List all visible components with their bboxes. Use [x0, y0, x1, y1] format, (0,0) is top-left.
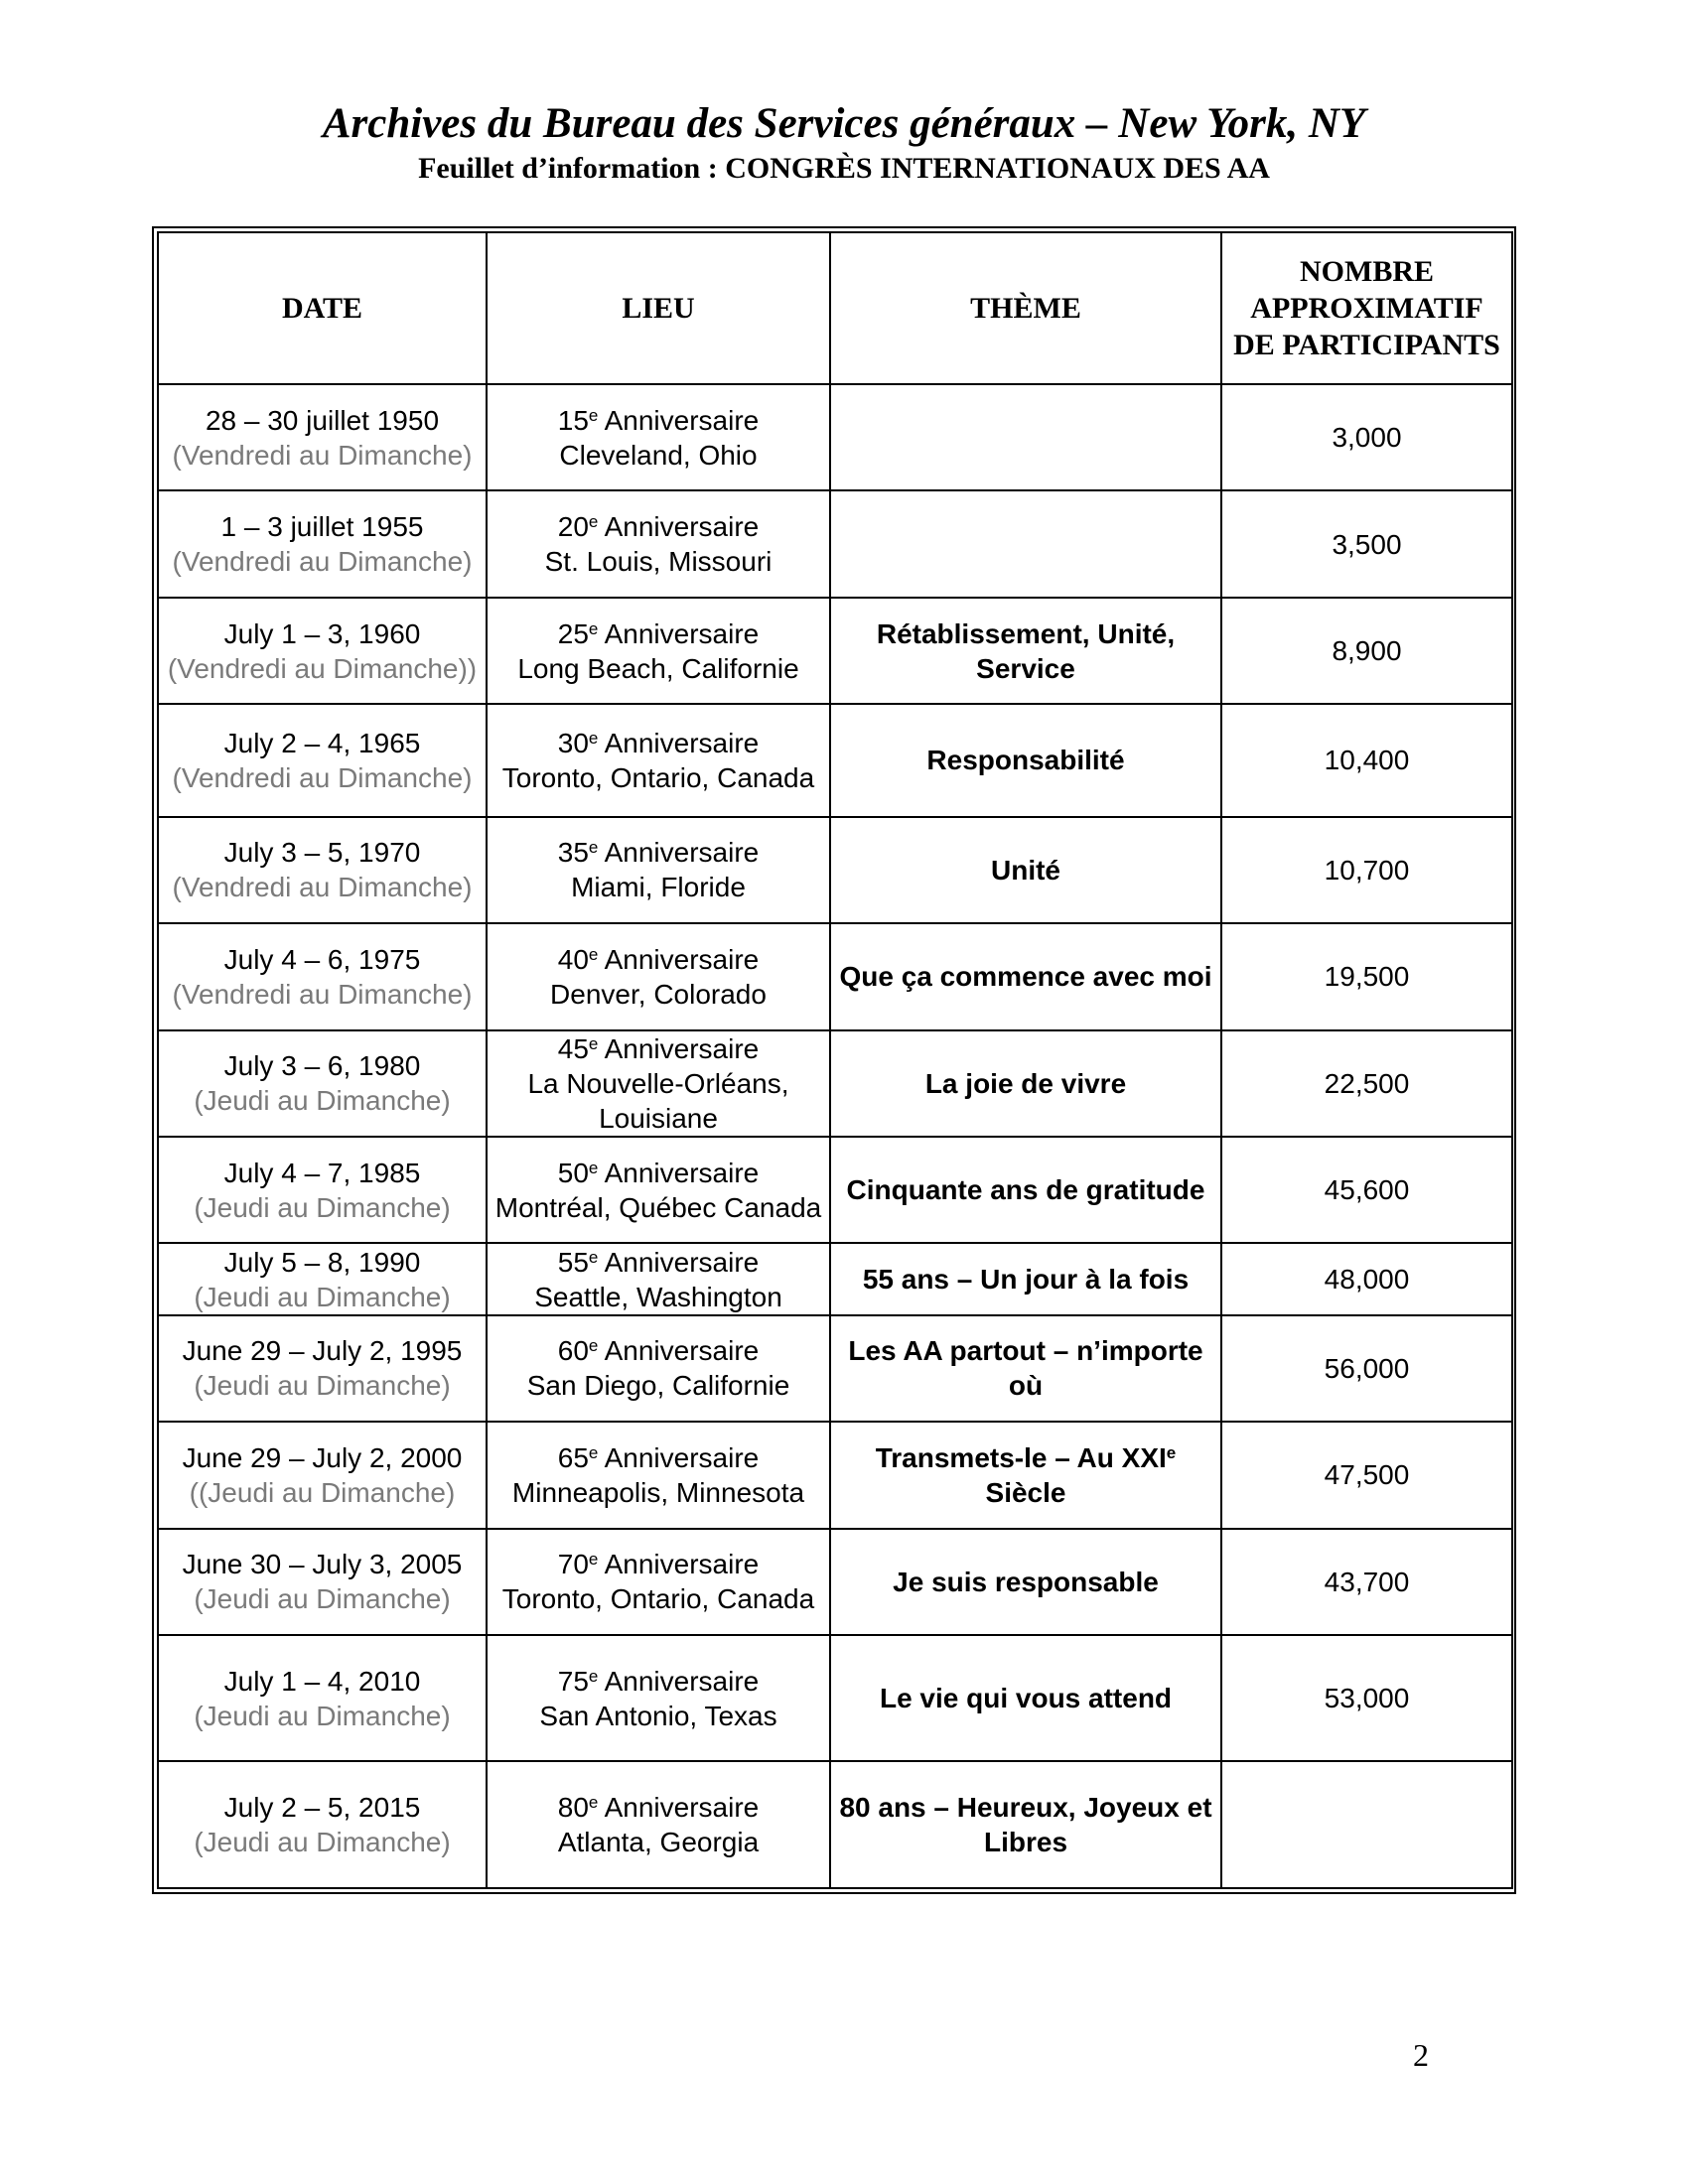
cell-theme: [830, 1030, 1221, 1137]
event-theme: 80 ans – Heureux, Joyeux et Libres: [839, 1792, 1212, 1858]
event-theme: Les AA partout – n’importe où: [848, 1335, 1203, 1402]
event-theme: Unité: [991, 854, 1060, 886]
event-days: (Jeudi au Dimanche): [194, 1191, 451, 1223]
table-header-row: [158, 232, 1512, 384]
cell-date: [158, 384, 487, 490]
event-date: July 1 – 3, 1960: [223, 617, 421, 649]
cell-theme: [830, 923, 1221, 1029]
event-days: (Vendredi au Dimanche): [172, 761, 473, 793]
event-place: Montréal, Québec Canada: [494, 1191, 822, 1223]
event-date: July 4 – 6, 1975: [223, 943, 421, 975]
table-row: [158, 923, 1512, 1029]
participant-count: 3,000: [1332, 422, 1402, 454]
event-days: (Jeudi au Dimanche): [194, 1281, 451, 1312]
anniversary-number: 80: [557, 1792, 589, 1824]
congress-table-frame: [152, 226, 1516, 1894]
participant-count: 45,600: [1324, 1174, 1410, 1206]
anniversary-suffix: e: [588, 728, 599, 748]
cell-participants: [1221, 817, 1512, 923]
page-subtitle: Feuillet d’information : CONGRÈS INTERNATIONAUX DES AA: [418, 152, 1270, 185]
event-date: July 2 – 5, 2015: [223, 1792, 421, 1824]
anniversary-suffix: e: [588, 1033, 599, 1053]
event-theme: Rétablissement, Unité, Service: [876, 617, 1176, 684]
participant-count: 47,500: [1324, 1459, 1410, 1491]
participant-count: 43,700: [1324, 1566, 1410, 1597]
table-row: [158, 704, 1512, 816]
cell-theme: [830, 704, 1221, 816]
table-row: [158, 1761, 1512, 1888]
anniversary-label: Anniversaire: [598, 943, 760, 975]
event-days: (Vendredi au Dimanche): [172, 978, 473, 1010]
anniversary-number: 15: [557, 404, 589, 436]
event-place: Miami, Floride: [571, 872, 746, 903]
event-place: San Diego, Californie: [526, 1370, 790, 1402]
event-date: July 2 – 4, 1965: [223, 727, 421, 758]
cell-participants: [1221, 704, 1512, 816]
cell-date: [158, 1422, 487, 1528]
table-body: [158, 384, 1512, 1888]
anniversary-label: Anniversaire: [598, 1032, 760, 1064]
participant-count: 53,000: [1324, 1683, 1410, 1714]
anniversary-number: 20: [557, 511, 589, 543]
table-row: [158, 1529, 1512, 1635]
participant-count: 19,500: [1324, 961, 1410, 993]
header-theme: THÈME: [830, 232, 1221, 384]
header-participants: NOMBRE APPROXIMATIF DE PARTICIPANTS: [1221, 232, 1512, 384]
participant-count: 22,500: [1324, 1067, 1410, 1099]
event-theme: Responsabilité: [926, 745, 1125, 776]
cell-participants: [1221, 384, 1512, 490]
page-number: 2: [1413, 2037, 1429, 2073]
table-row: [158, 1635, 1512, 1762]
anniversary-suffix: e: [588, 1158, 599, 1177]
cell-participants: [1221, 1529, 1512, 1635]
cell-lieu: [487, 1315, 830, 1422]
cell-date: [158, 1635, 487, 1762]
event-days: (Vendredi au Dimanche): [172, 546, 473, 578]
event-theme: Cinquante ans de gratitude: [846, 1174, 1205, 1206]
anniversary-suffix: e: [588, 1793, 599, 1813]
event-theme: Je suis responsable: [893, 1566, 1159, 1597]
cell-lieu: [487, 1635, 830, 1762]
participant-count: 56,000: [1324, 1352, 1410, 1384]
cell-date: [158, 1137, 487, 1243]
anniversary-label: Anniversaire: [598, 1157, 760, 1188]
event-days: (Vendredi au Dimanche): [172, 439, 473, 471]
anniversary-number: 45: [557, 1032, 589, 1064]
event-date: June 29 – July 2, 1995: [182, 1335, 463, 1367]
anniversary-suffix: e: [588, 838, 599, 858]
cell-theme: [830, 817, 1221, 923]
cell-participants: [1221, 490, 1512, 597]
cell-lieu: [487, 1422, 830, 1528]
cell-date: [158, 923, 487, 1029]
event-days: (Jeudi au Dimanche): [194, 1827, 451, 1858]
event-place: Cleveland, Ohio: [559, 439, 758, 471]
table-row: [158, 1243, 1512, 1314]
event-days: (Jeudi au Dimanche): [194, 1700, 451, 1731]
cell-date: [158, 1243, 487, 1314]
anniversary-label: Anniversaire: [598, 837, 760, 869]
event-date: 28 – 30 juillet 1950: [205, 404, 440, 436]
cell-theme: [830, 1243, 1221, 1314]
cell-lieu: [487, 490, 830, 597]
event-date: July 3 – 6, 1980: [223, 1050, 421, 1082]
event-place: St. Louis, Missouri: [544, 546, 773, 578]
event-theme: 55 ans – Un jour à la fois: [862, 1264, 1190, 1296]
cell-lieu: [487, 923, 830, 1029]
header-date: DATE: [158, 232, 487, 384]
cell-date: [158, 1030, 487, 1137]
anniversary-suffix: e: [588, 1550, 599, 1570]
event-date: July 5 – 8, 1990: [223, 1246, 421, 1278]
event-date: 1 – 3 juillet 1955: [220, 511, 424, 543]
event-days: (Jeudi au Dimanche): [194, 1370, 451, 1402]
cell-lieu: [487, 704, 830, 816]
anniversary-suffix: e: [588, 944, 599, 964]
anniversary-label: Anniversaire: [598, 404, 760, 436]
participant-count: 3,500: [1332, 528, 1402, 560]
cell-lieu: [487, 1243, 830, 1314]
anniversary-number: 70: [557, 1549, 589, 1580]
anniversary-number: 60: [557, 1335, 589, 1367]
page-title: Archives du Bureau des Services généraux – New York, NY: [322, 100, 1366, 147]
event-date: June 29 – July 2, 2000: [182, 1441, 463, 1473]
cell-lieu: [487, 817, 830, 923]
event-theme: La joie de vivre: [924, 1067, 1127, 1099]
event-place: Long Beach, Californie: [517, 652, 799, 684]
participant-count: 10,400: [1324, 745, 1410, 776]
cell-theme: [830, 1635, 1221, 1762]
cell-date: [158, 817, 487, 923]
table-row: [158, 1315, 1512, 1422]
event-date: July 1 – 4, 2010: [223, 1665, 421, 1697]
event-days: (Jeudi au Dimanche): [194, 1583, 451, 1615]
anniversary-number: 30: [557, 727, 589, 758]
cell-date: [158, 704, 487, 816]
cell-theme: [830, 1761, 1221, 1888]
event-date: July 3 – 5, 1970: [223, 837, 421, 869]
event-place: San Antonio, Texas: [539, 1700, 777, 1731]
cell-theme: [830, 1422, 1221, 1528]
anniversary-number: 35: [557, 837, 589, 869]
congress-table: [157, 231, 1513, 1889]
cell-lieu: [487, 1761, 830, 1888]
cell-lieu: [487, 598, 830, 704]
anniversary-number: 50: [557, 1157, 589, 1188]
anniversary-label: Anniversaire: [598, 1665, 760, 1697]
table-row: [158, 1137, 1512, 1243]
cell-lieu: [487, 1030, 830, 1137]
cell-participants: [1221, 1761, 1512, 1888]
event-days: (Vendredi au Dimanche): [172, 872, 473, 903]
table-row: [158, 1422, 1512, 1528]
table-row: [158, 384, 1512, 490]
event-place: Seattle, Washington: [534, 1281, 782, 1312]
cell-date: [158, 490, 487, 597]
cell-lieu: [487, 384, 830, 490]
cell-theme: [830, 490, 1221, 597]
header-lieu: LIEU: [487, 232, 830, 384]
event-theme-tail: Siècle: [985, 1476, 1066, 1508]
event-place: Minneapolis, Minnesota: [511, 1476, 805, 1508]
event-days: (Jeudi au Dimanche): [194, 1085, 451, 1117]
cell-date: [158, 1761, 487, 1888]
cell-theme: [830, 598, 1221, 704]
cell-participants: [1221, 1315, 1512, 1422]
anniversary-suffix: e: [588, 1666, 599, 1686]
event-days: ((Jeudi au Dimanche): [189, 1476, 456, 1508]
anniversary-number: 25: [557, 617, 589, 649]
event-place: Denver, Colorado: [550, 978, 767, 1010]
cell-participants: [1221, 598, 1512, 704]
anniversary-label: Anniversaire: [598, 1441, 760, 1473]
anniversary-suffix: e: [588, 618, 599, 638]
anniversary-suffix: e: [588, 1247, 599, 1267]
cell-participants: [1221, 1030, 1512, 1137]
event-theme: Que ça commence avec moi: [839, 961, 1212, 993]
event-place: Atlanta, Georgia: [557, 1827, 760, 1858]
anniversary-suffix: e: [588, 1442, 599, 1462]
participant-count: 10,700: [1324, 854, 1410, 886]
cell-lieu: [487, 1529, 830, 1635]
cell-theme: [830, 1529, 1221, 1635]
table-row: [158, 817, 1512, 923]
cell-theme: [830, 1315, 1221, 1422]
anniversary-number: 55: [557, 1246, 589, 1278]
cell-participants: [1221, 1635, 1512, 1762]
anniversary-number: 75: [557, 1665, 589, 1697]
anniversary-label: Anniversaire: [598, 1246, 760, 1278]
event-place: Toronto, Ontario, Canada: [501, 761, 815, 793]
event-theme: Le vie qui vous attend: [879, 1683, 1173, 1714]
anniversary-label: Anniversaire: [598, 727, 760, 758]
anniversary-label: Anniversaire: [598, 617, 760, 649]
cell-date: [158, 1529, 487, 1635]
anniversary-suffix: e: [588, 405, 599, 425]
cell-participants: [1221, 923, 1512, 1029]
event-theme-suffix: e: [1166, 1442, 1177, 1462]
anniversary-number: 40: [557, 943, 589, 975]
event-place: Toronto, Ontario, Canada: [501, 1583, 815, 1615]
anniversary-suffix: e: [588, 512, 599, 532]
anniversary-label: Anniversaire: [598, 1549, 760, 1580]
cell-participants: [1221, 1422, 1512, 1528]
cell-participants: [1221, 1137, 1512, 1243]
event-date: July 4 – 7, 1985: [223, 1157, 421, 1188]
participant-count: 48,000: [1324, 1264, 1410, 1296]
participant-count: 8,900: [1332, 635, 1402, 667]
event-place: La Nouvelle-Orléans, Louisiane: [527, 1067, 789, 1134]
cell-date: [158, 598, 487, 704]
event-date: June 30 – July 3, 2005: [182, 1549, 463, 1580]
cell-lieu: [487, 1137, 830, 1243]
table-row: [158, 490, 1512, 597]
cell-participants: [1221, 1243, 1512, 1314]
anniversary-suffix: e: [588, 1336, 599, 1356]
event-theme: Transmets-le – Au XXI: [875, 1441, 1167, 1473]
cell-date: [158, 1315, 487, 1422]
cell-theme: [830, 1137, 1221, 1243]
table-row: [158, 598, 1512, 704]
anniversary-label: Anniversaire: [598, 511, 760, 543]
anniversary-label: Anniversaire: [598, 1792, 760, 1824]
table-row: [158, 1030, 1512, 1137]
anniversary-label: Anniversaire: [598, 1335, 760, 1367]
event-days: (Vendredi au Dimanche)): [167, 652, 478, 684]
anniversary-number: 65: [557, 1441, 589, 1473]
cell-theme: [830, 384, 1221, 490]
